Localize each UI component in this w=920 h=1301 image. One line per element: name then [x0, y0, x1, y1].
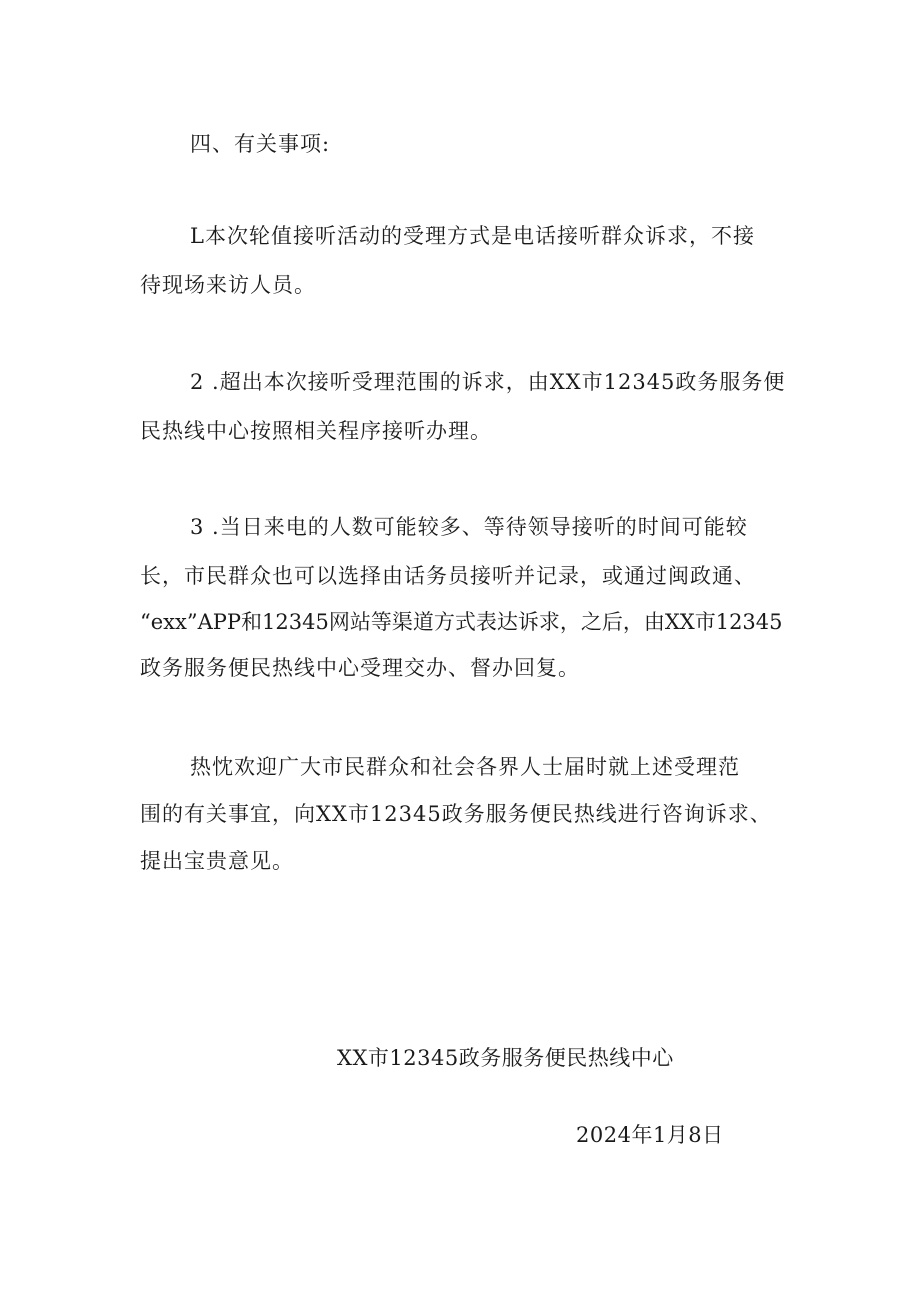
- item-3-line-4: 政务服务便民热线中心受理交办、督办回复。: [140, 656, 580, 680]
- item-2-line-2: 民热线中心按照相关程序接听办理。: [140, 419, 492, 443]
- closing-line-3: 提出宝贵意见。: [140, 849, 294, 873]
- signature-organization: XX市12345政务服务便民热线中心: [337, 1046, 674, 1070]
- item-3-line-2: 长，市民群众也可以选择由话务员接听并记录，或通过闽政通、: [140, 564, 756, 588]
- closing-line-2: 围的有关事宜，向XX市12345政务服务便民热线进行咨询诉求、: [140, 802, 772, 826]
- closing-line-1: 热忱欢迎广大市民群众和社会各界人士届时就上述受理范: [190, 755, 740, 779]
- item-3-line-3: “exx”APP和12345网站等渠道方式表达诉求，之后，由XX市12345: [140, 610, 783, 634]
- item-3-line-1: 3 .当日来电的人数可能较多、等待领导接听的时间可能较: [190, 515, 748, 539]
- item-1-line-2: 待现场来访人员。: [140, 273, 316, 297]
- section-heading: 四、有关事项:: [190, 132, 331, 156]
- item-2-line-1: 2 .超出本次接听受理范围的诉求，由XX市12345政务服务便: [190, 370, 786, 394]
- signature-date: 2024年1月8日: [576, 1123, 724, 1147]
- item-1-line-1: L本次轮值接听活动的受理方式是电话接听群众诉求，不接: [190, 224, 755, 248]
